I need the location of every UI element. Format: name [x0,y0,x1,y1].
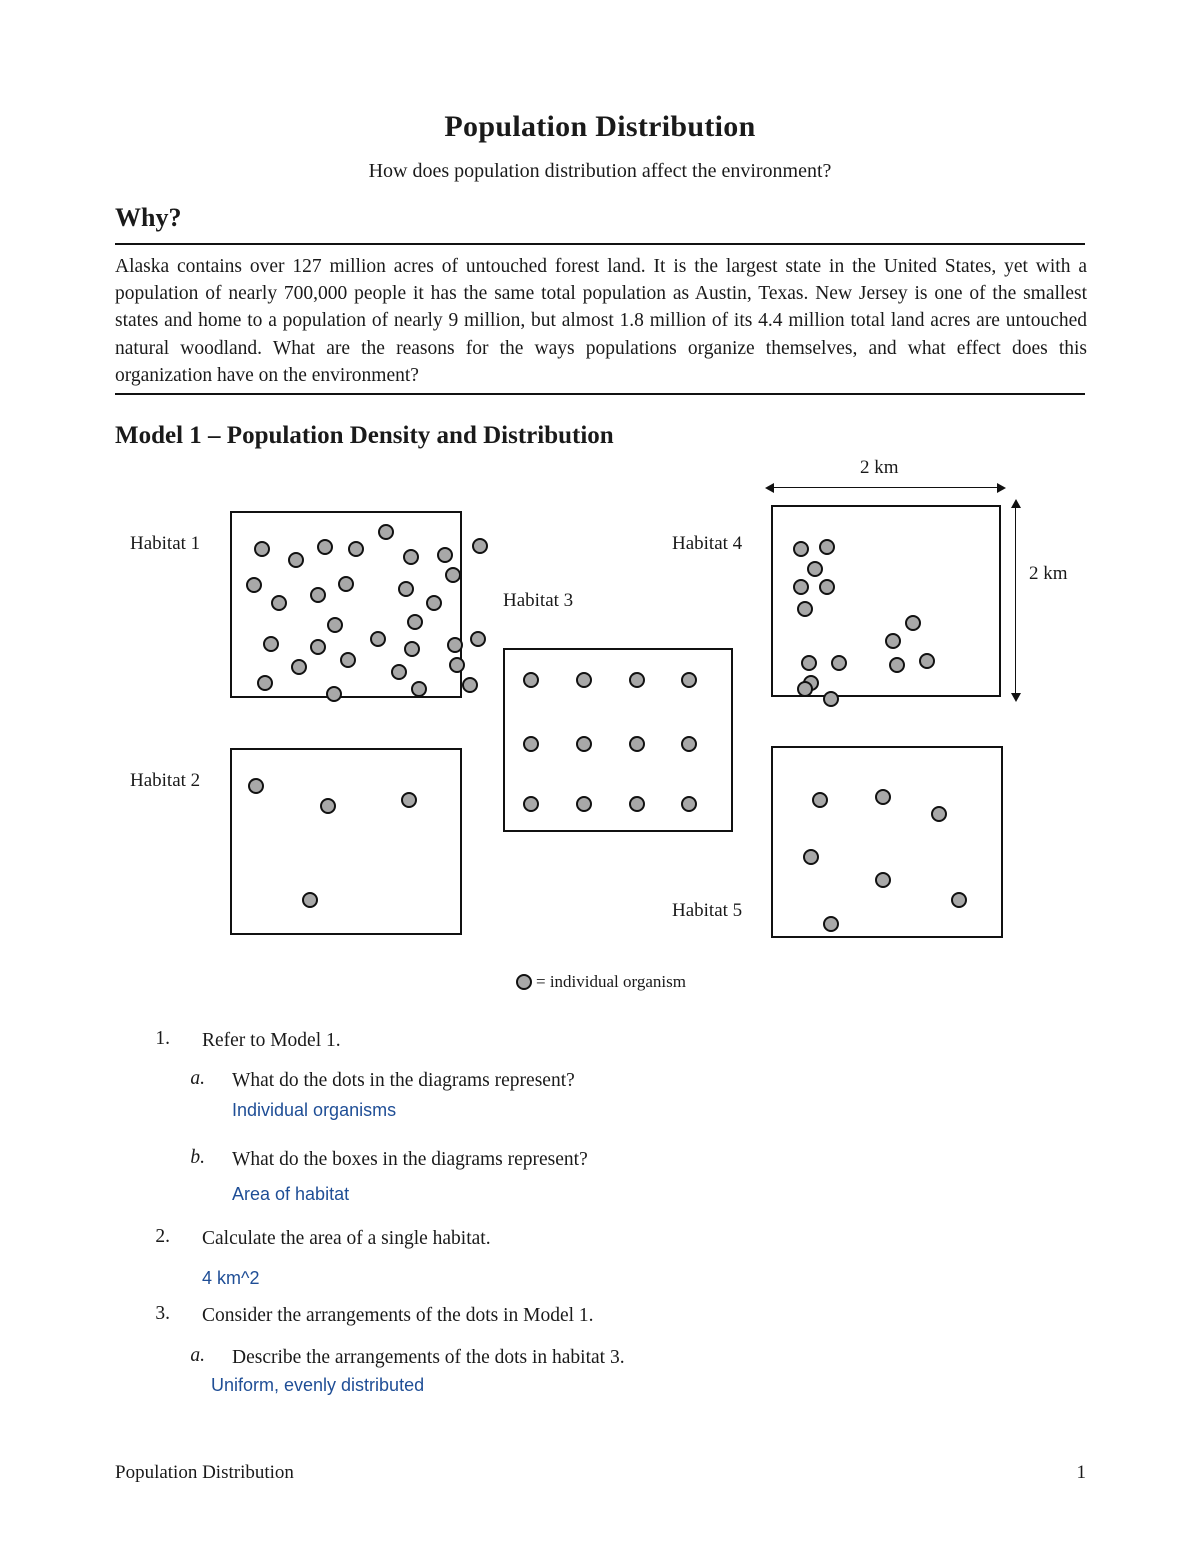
habitat-4-label: Habitat 4 [672,533,743,554]
organism-dot-icon [797,681,813,697]
organism-dot-icon [317,539,333,555]
question-1a-marker: a. [190,1068,205,1089]
organism-dot-icon [629,672,645,688]
organism-dot-icon [576,736,592,752]
organism-dot-icon [919,653,935,669]
organism-dot-icon [576,672,592,688]
organism-dot-icon [801,655,817,671]
page-subtitle: How does population distribution affect the environment? [368,160,832,182]
organism-dot-icon [310,587,326,603]
organism-dot-icon [889,657,905,673]
habitat-5-box [771,746,1003,938]
answer-q3a[interactable]: Uniform, evenly distributed [211,1375,425,1395]
answer-q2[interactable]: 4 km^2 [202,1268,260,1288]
organism-dot-icon [437,547,453,563]
habitat-2-label: Habitat 2 [130,770,201,791]
height-dimension-label: 2 km [1029,563,1068,584]
organism-dot-icon [449,657,465,673]
why-rule-bottom [115,393,1085,395]
organism-dot-icon [401,792,417,808]
legend [516,972,686,992]
habitat-1-box [230,511,462,698]
organism-dot-icon [411,681,427,697]
organism-dot-icon [248,778,264,794]
footer-title: Population Distribution [115,1462,294,1483]
organism-dot-icon [803,675,819,691]
organism-dot-icon [271,595,287,611]
why-body-text: Alaska contains over 127 million acres of untouched forest land. It is the largest state in the United States, yet with a population of nearly 700,000 people it has the same total population as Austin, Texas. New Jersey is one of the smallest states and home to a population of nearly 9 million, but almost 1.8 million of its 4.4 million total land acres are untouched natural woodland. What are the reasons for the ways populations organize themselves, and what effect does this organization have on the environment? [115,256,1087,386]
width-dimension-line [773,487,999,488]
habitat-2-box [230,748,462,935]
width-dimension-label: 2 km [860,457,899,478]
height-arrow-bottom-head-icon [1011,693,1021,702]
organism-dot-icon [831,655,847,671]
organism-dot-icon [327,617,343,633]
habitat-5-label: Habitat 5 [672,900,743,921]
organism-dot-icon [338,576,354,592]
organism-dot-icon [516,974,532,990]
question-1-marker: 1. [155,1028,170,1049]
organism-dot-icon [326,686,342,702]
question-3a-text: Describe the arrangements of the dots in habitat 3. [232,1347,625,1368]
organism-dot-icon [378,524,394,540]
organism-dot-icon [793,541,809,557]
why-heading: Why? [115,203,182,232]
organism-dot-icon [576,796,592,812]
organism-dot-icon [291,659,307,675]
organism-dot-icon [793,579,809,595]
organism-dot-icon [445,567,461,583]
answer-q1b[interactable]: Area of habitat [232,1184,350,1204]
organism-dot-icon [931,806,947,822]
organism-dot-icon [523,796,539,812]
organism-dot-icon [254,541,270,557]
answer-q1a[interactable]: Individual organisms [232,1100,397,1120]
question-1a-text: What do the dots in the diagrams represent? [232,1070,575,1091]
height-dimension-line [1015,507,1016,695]
organism-dot-icon [426,595,442,611]
organism-dot-icon [523,672,539,688]
model-1-heading: Model 1 – Population Density and Distribution [115,422,614,449]
footer-page-number: 1 [1076,1462,1086,1483]
organism-dot-icon [447,637,463,653]
question-2-text: Calculate the area of a single habitat. [202,1228,491,1249]
organism-dot-icon [257,675,273,691]
organism-dot-icon [246,577,262,593]
organism-dot-icon [905,615,921,631]
question-3a-marker: a. [190,1345,205,1366]
organism-dot-icon [681,672,697,688]
organism-dot-icon [302,892,318,908]
organism-dot-icon [398,581,414,597]
organism-dot-icon [348,541,364,557]
organism-dot-icon [629,736,645,752]
organism-dot-icon [404,641,420,657]
organism-dot-icon [823,691,839,707]
organism-dot-icon [681,736,697,752]
organism-dot-icon [391,664,407,680]
organism-dot-icon [885,633,901,649]
question-3-marker: 3. [155,1303,170,1324]
organism-dot-icon [823,916,839,932]
habitat-3-label: Habitat 3 [503,590,574,611]
organism-dot-icon [523,736,539,752]
organism-dot-icon [320,798,336,814]
question-1-text: Refer to Model 1. [202,1030,341,1051]
habitat-1-label: Habitat 1 [130,533,201,554]
organism-dot-icon [807,561,823,577]
organism-dot-icon [819,579,835,595]
organism-dot-icon [681,796,697,812]
organism-dot-icon [819,539,835,555]
organism-dot-icon [875,789,891,805]
organism-dot-icon [797,601,813,617]
habitat-4-box [771,505,1001,697]
organism-dot-icon [951,892,967,908]
height-arrow-top-head-icon [1011,499,1021,508]
question-1b-marker: b. [190,1147,205,1168]
legend-label: = individual organism [536,972,686,991]
organism-dot-icon [812,792,828,808]
organism-dot-icon [472,538,488,554]
organism-dot-icon [310,639,326,655]
organism-dot-icon [803,849,819,865]
width-arrow-right-head-icon [997,483,1006,493]
organism-dot-icon [340,652,356,668]
organism-dot-icon [470,631,486,647]
page-title: Population Distribution [444,110,756,143]
organism-dot-icon [288,552,304,568]
habitat-3-box [503,648,733,832]
organism-dot-icon [407,614,423,630]
organism-dot-icon [875,872,891,888]
organism-dot-icon [462,677,478,693]
organism-dot-icon [403,549,419,565]
question-3-text: Consider the arrangements of the dots in Model 1. [202,1305,594,1326]
organism-dot-icon [370,631,386,647]
question-2-marker: 2. [155,1226,170,1247]
width-arrow-left-head-icon [765,483,774,493]
organism-dot-icon [629,796,645,812]
why-rule-top [115,243,1085,245]
organism-dot-icon [263,636,279,652]
question-1b-text: What do the boxes in the diagrams represent? [232,1149,588,1170]
